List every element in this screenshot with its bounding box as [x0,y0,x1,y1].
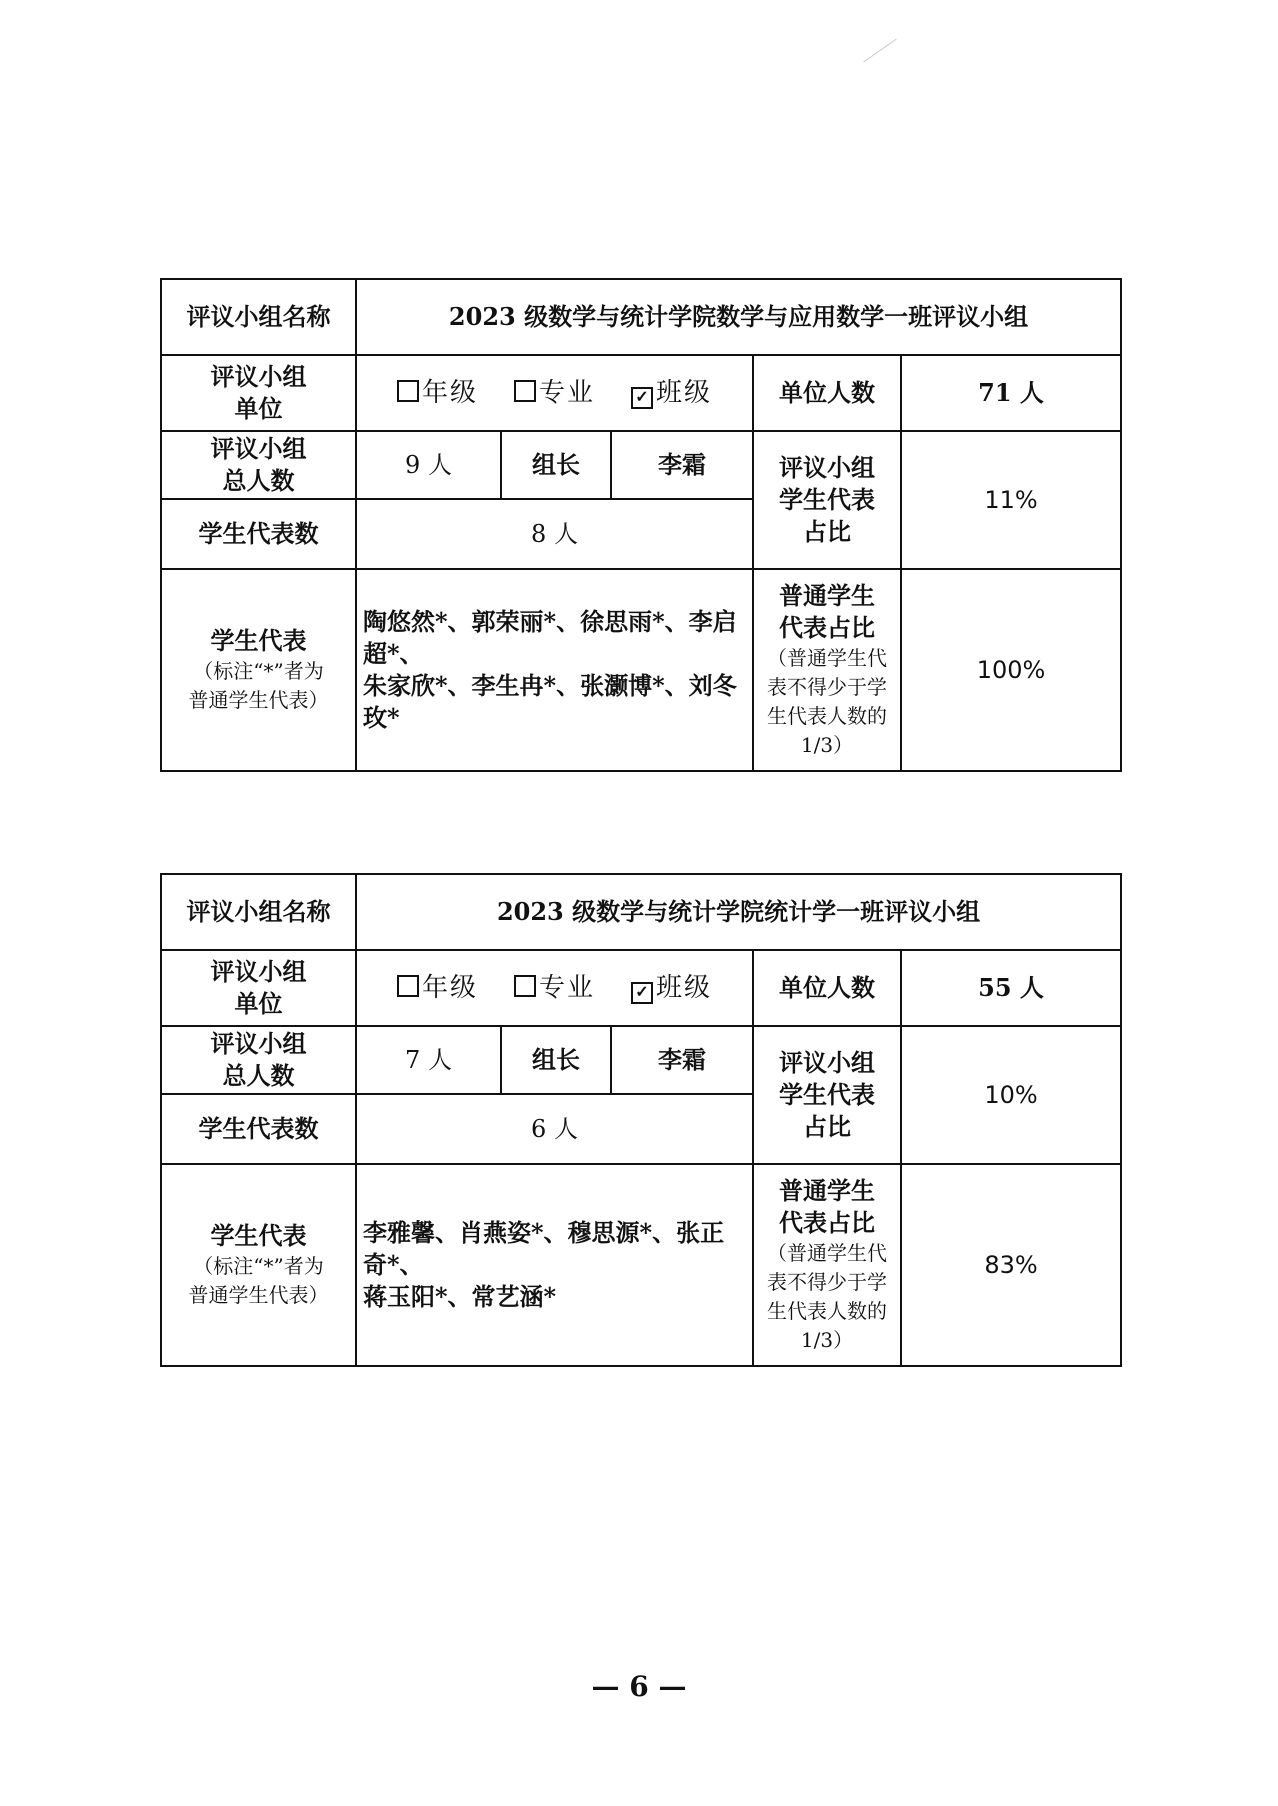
option-grade[interactable]: 年级 [397,972,478,1004]
group-name-label: 评议小组名称 [161,874,356,950]
ordinary-ratio-note: （普通学生代 表不得少于学 生代表人数的 1/3） [767,1241,887,1352]
ordinary-ratio-value: 83% [901,1164,1121,1366]
scan-mark [863,39,896,63]
leader-value: 李霜 [611,1026,753,1094]
review-group-table-2 [160,873,1122,1367]
group-name-value: 2023 级数学与统计学院数学与应用数学一班评议小组 [356,279,1121,355]
option-class[interactable]: ✓ 班级 [631,377,712,409]
review-group-table-1 [160,278,1122,772]
option-major[interactable]: 专业 [514,377,595,409]
option-class[interactable]: ✓ 班级 [631,972,712,1004]
student-ratio-value: 10% [901,1026,1121,1164]
leader-value: 李霜 [611,431,753,499]
leader-label: 组长 [501,431,611,499]
unit-options [356,950,753,1026]
ordinary-ratio-label-cell [753,1164,901,1366]
rep-count-value: 8 人 [356,499,753,569]
leader-label: 组长 [501,1026,611,1094]
reps-label-cell [161,1164,356,1366]
student-ratio-label: 评议小组 学生代表 占比 [753,431,901,569]
ordinary-ratio-label: 普通学生 代表占比 [779,1176,875,1237]
unit-count-label: 单位人数 [753,950,901,1026]
unit-count-value: 71 人 [901,355,1121,431]
reps-label: 学生代表 [210,1221,307,1250]
total-members-value: 7 人 [356,1026,501,1094]
checkbox-class-checked[interactable]: ✓ [631,982,653,1004]
unit-count-value: 55 人 [901,950,1121,1026]
ordinary-ratio-label: 普通学生 代表占比 [779,581,875,642]
option-major[interactable]: 专业 [514,972,595,1004]
checkbox-class-checked[interactable]: ✓ [631,387,653,409]
total-members-value: 9 人 [356,431,501,499]
rep-count-label: 学生代表数 [161,499,356,569]
unit-count-label: 单位人数 [753,355,901,431]
checkbox-grade[interactable] [397,380,419,402]
student-ratio-value: 11% [901,431,1121,569]
unit-options [356,355,753,431]
reps-value: 陶悠然*、郭荣丽*、徐思雨*、李启超*、 朱家欣*、李生冉*、张灏博*、刘冬玫* [356,569,753,771]
group-unit-label: 评议小组 单位 [161,950,356,1026]
group-unit-label: 评议小组 单位 [161,355,356,431]
reps-label-cell [161,569,356,771]
ordinary-ratio-label-cell [753,569,901,771]
checkbox-major[interactable] [514,975,536,997]
ordinary-ratio-note: （普通学生代 表不得少于学 生代表人数的 1/3） [767,646,887,757]
reps-note: （标注“*”者为 普通学生代表） [188,659,329,712]
rep-count-label: 学生代表数 [161,1094,356,1164]
reps-note: （标注“*”者为 普通学生代表） [188,1254,329,1307]
reps-value: 李雅馨、肖燕姿*、穆思源*、张正奇*、 蒋玉阳*、常艺涵* [356,1164,753,1366]
group-name-label: 评议小组名称 [161,279,356,355]
option-grade[interactable]: 年级 [397,377,478,409]
reps-label: 学生代表 [210,626,307,655]
total-members-label: 评议小组 总人数 [161,431,356,499]
checkbox-grade[interactable] [397,975,419,997]
student-ratio-label: 评议小组 学生代表 占比 [753,1026,901,1164]
group-name-value: 2023 级数学与统计学院统计学一班评议小组 [356,874,1121,950]
checkbox-major[interactable] [514,380,536,402]
total-members-label: 评议小组 总人数 [161,1026,356,1094]
rep-count-value: 6 人 [356,1094,753,1164]
ordinary-ratio-value: 100% [901,569,1121,771]
page-number: — 6 — [591,1670,687,1703]
